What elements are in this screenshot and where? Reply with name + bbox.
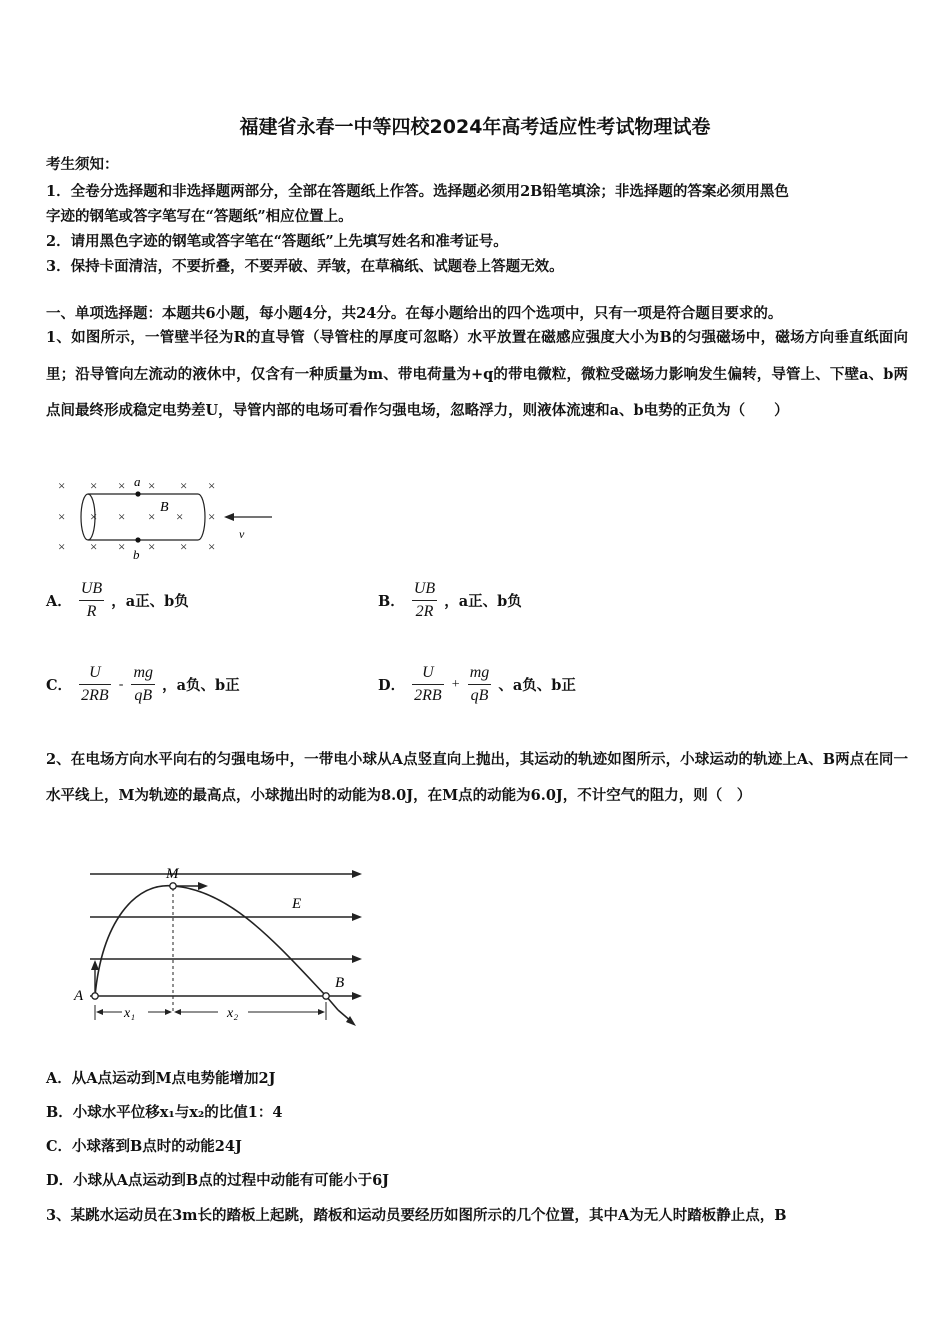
label-a: a: [134, 474, 141, 489]
page-title: 福建省永春一中等四校2024年高考适应性考试物理试卷: [239, 116, 711, 138]
label-M: M: [166, 866, 179, 882]
svg-text:×: ×: [180, 539, 188, 554]
notice-item-1a: 1．全卷分选择题和非选择题两部分，全部在答题纸上作答。选择题必须用2B铅笔填涂；非选择题的答案必须用黑色: [46, 183, 789, 200]
q2-figure: [70, 862, 370, 1032]
svg-text:×: ×: [58, 509, 66, 524]
label-v: v: [239, 527, 245, 541]
notice-item-1b: 字迹的钢笔或答字笔写在“答题纸”相应位置上。: [46, 208, 353, 225]
point-B-marker: [323, 993, 329, 999]
svg-text:×: ×: [148, 539, 156, 554]
q1-option-c[interactable]: C． $\frac{U}{2RB}$ - $\frac{mg}{qB}$ ，a负、b正: [46, 664, 240, 704]
label-x1: x₁: [124, 1006, 136, 1021]
point-M-marker: [170, 883, 176, 889]
q2-option-b[interactable]: B．小球水平位移x₁与x₂的比值1：4: [46, 1104, 283, 1121]
q1-option-d[interactable]: D． $\frac{U}{2RB}$ + $\frac{mg}{qB}$ 、a负、b正: [378, 664, 576, 704]
svg-text:×: ×: [118, 478, 126, 493]
notice-heading: 考生须知：: [46, 156, 119, 173]
svg-text:×: ×: [148, 509, 156, 524]
velocity-arrow: [224, 513, 272, 521]
fraction: $\frac{mg}{qB}$: [469, 664, 490, 704]
q1-figure: [50, 470, 290, 565]
svg-text:×: ×: [118, 509, 126, 524]
q2-option-d[interactable]: D．小球从A点运动到B点的过程中动能有可能小于6J: [46, 1172, 390, 1189]
label-b: b: [133, 547, 140, 562]
question-2-stem: 2、在电场方向水平向右的匀强电场中，一带电小球从A点竖直向上抛出，其运动的轨迹如图所示，小球运动的轨迹上A、B两点在同一水平线上，M为轨迹的最高点，小球抛出时的动能为8.0J，在M点的动能为6.0J，不计空气的阻力，则（ ）: [46, 751, 908, 804]
svg-text:×: ×: [118, 539, 126, 554]
svg-text:×: ×: [176, 509, 184, 524]
notice-item-3: 3．保持卡面清洁，不要折叠，不要弄破、弄皱，在草稿纸、试题卷上答题无效。: [46, 258, 564, 275]
svg-text:×: ×: [148, 478, 156, 493]
q2-option-c[interactable]: C．小球落到B点时的动能24J: [46, 1138, 242, 1155]
fraction: $\frac{UB}{R}$: [80, 580, 103, 620]
trajectory-tail: [338, 1010, 352, 1022]
fraction: $\frac{mg}{qB}$: [133, 664, 154, 704]
svg-text:×: ×: [90, 509, 98, 524]
field-arrowheads: [352, 870, 362, 1000]
q1-option-a[interactable]: A． $\frac{UB}{R}$ ，a正、b负: [46, 580, 189, 620]
label-B: B: [335, 975, 345, 991]
svg-text:×: ×: [208, 539, 216, 554]
q2-option-a[interactable]: A．从A点运动到M点电势能增加2J: [46, 1070, 276, 1087]
fraction: $\frac{UB}{2R}$: [413, 580, 436, 620]
svg-text:×: ×: [180, 478, 188, 493]
svg-text:×: ×: [58, 478, 66, 493]
point-A-marker: [92, 993, 98, 999]
svg-text:×: ×: [208, 478, 216, 493]
q1-option-b[interactable]: B． $\frac{UB}{2R}$ ，a正、b负: [378, 580, 522, 620]
svg-text:×: ×: [58, 539, 66, 554]
field-lines: [90, 874, 356, 996]
svg-text:×: ×: [208, 509, 216, 524]
section-heading: 一、单项选择题：本题共6小题，每小题4分，共24分。在每小题给出的四个选项中，只有一项是符合题目要求的。: [46, 305, 783, 322]
fraction: $\frac{U}{2RB}$: [414, 664, 442, 704]
label-x2: x₂: [227, 1006, 239, 1021]
trajectory-curve: [95, 886, 338, 1010]
label-field-B: B: [160, 500, 169, 515]
pipe: [81, 494, 205, 540]
fraction: $\frac{U}{2RB}$: [81, 664, 109, 704]
question-1-stem: 1、如图所示，一管壁半径为R的直导管（导管柱的厚度可忽略）水平放置在磁感应强度大小为B的匀强磁场中，磁场方向垂直纸面向里；沿导管向左流动的液休中，仅含有一种质量为m、带电荷量为+q的带电微粒，微粒受磁场力影响发生偏转，导管上、下壁a、b两点间最终形成稳定电势差U，导管内部的电场可看作匀强电场，忽略浮力，则液体流速和a、b电势的正负为（ ）: [46, 329, 908, 419]
question-3-stem: 3、某跳水运动员在3m长的踏板上起跳，踏板和运动员要经历如图所示的几个位置，其中A为无人时踏板静止点，B: [46, 1207, 787, 1224]
point-a-dot: [135, 491, 140, 496]
svg-text:×: ×: [90, 539, 98, 554]
svg-text:×: ×: [90, 478, 98, 493]
notice-item-2: 2．请用黑色字迹的钢笔或答字笔在“答题纸”上先填写姓名和准考证号。: [46, 233, 508, 250]
point-b-dot: [135, 537, 140, 542]
label-A: A: [74, 988, 84, 1004]
label-E: E: [292, 896, 302, 912]
